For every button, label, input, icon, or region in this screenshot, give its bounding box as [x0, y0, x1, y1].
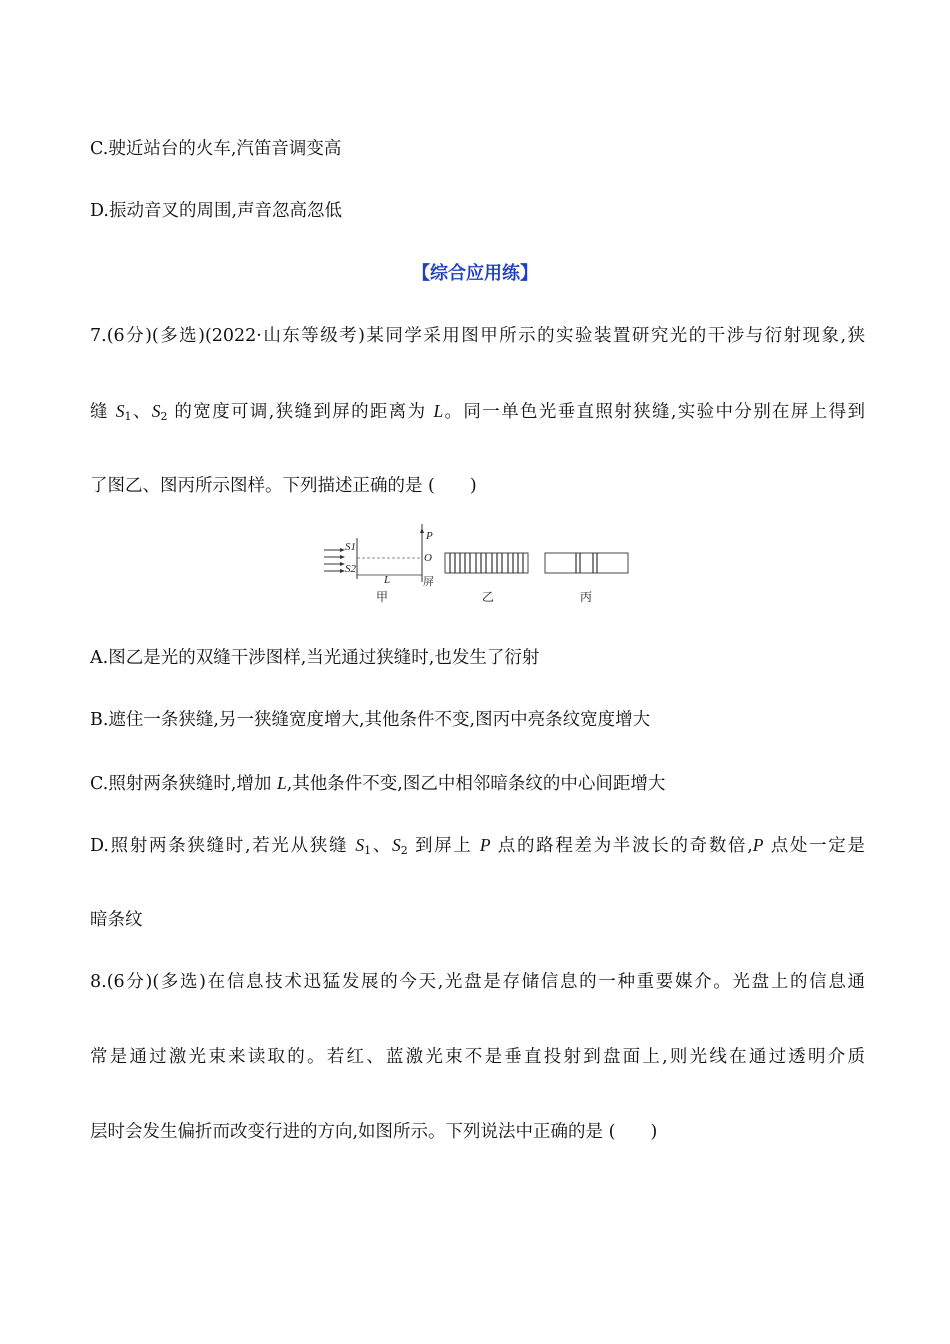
q8-line2: 常是通过激光束来读取的。若红、蓝激光束不是垂直投射到盘面上,则光线在通过透明介质	[90, 1047, 865, 1067]
caption-jia: 甲	[376, 590, 389, 604]
label-o: O	[424, 552, 432, 564]
label-s2: S2	[345, 563, 356, 575]
label-s1: S1	[345, 541, 356, 553]
option-d-prev: D.振动音叉的周围,声音忽高忽低	[90, 201, 343, 221]
figure-diagram	[318, 522, 638, 607]
label-L: L	[384, 574, 391, 586]
q7-figure	[318, 522, 638, 607]
q7-option-d-line2: 暗条纹	[90, 910, 143, 930]
q8-line1: 8.(6分)(多选)在信息技术迅猛发展的今天,光盘是存储信息的一种重要媒介。光盘上的信息通	[90, 972, 865, 992]
section-heading: 【综合应用练】	[412, 263, 538, 284]
q8-line3: 层时会发生偏折而改变行进的方向,如图所示。下列说法中正确的是 ( )	[90, 1122, 658, 1142]
caption-bing: 丙	[580, 590, 593, 604]
label-screen: 屏	[423, 575, 434, 588]
p-arrow	[420, 528, 424, 533]
q7-option-c: C.照射两条狭缝时,增加 L,其他条件不变,图乙中相邻暗条纹的中心间距增大	[90, 773, 666, 794]
q7-option-d: D.照射两条狭缝时,若光从狭缝 $S_1$、$S_2$ 到屏上 P 点的路程差为半波长的奇数倍,P 点处一定是	[90, 835, 865, 857]
caption-yi: 乙	[482, 590, 495, 604]
q7-line2: 缝 $S_1$、$S_2$ 的宽度可调,狭缝到屏的距离为 L。同一单色光垂直照射狭缝,实验中分别在屏上得到	[90, 401, 865, 423]
incident-rays	[324, 550, 344, 571]
q7-line3: 了图乙、图丙所示图样。下列描述正确的是 ( )	[90, 476, 477, 496]
label-p: P	[426, 530, 433, 542]
q7-option-a: A.图乙是光的双缝干涉图样,当光通过狭缝时,也发生了衍射	[90, 648, 540, 668]
q7-line1: 7.(6分)(多选)(2022·山东等级考)某同学采用图甲所示的实验装置研究光的干涉与衍射现象,狭	[90, 326, 865, 346]
pattern-bing	[545, 553, 628, 573]
q7-option-b: B.遮住一条狭缝,另一狭缝宽度增大,其他条件不变,图丙中亮条纹宽度增大	[90, 710, 651, 730]
option-c-prev: C.驶近站台的火车,汽笛音调变高	[90, 139, 342, 159]
